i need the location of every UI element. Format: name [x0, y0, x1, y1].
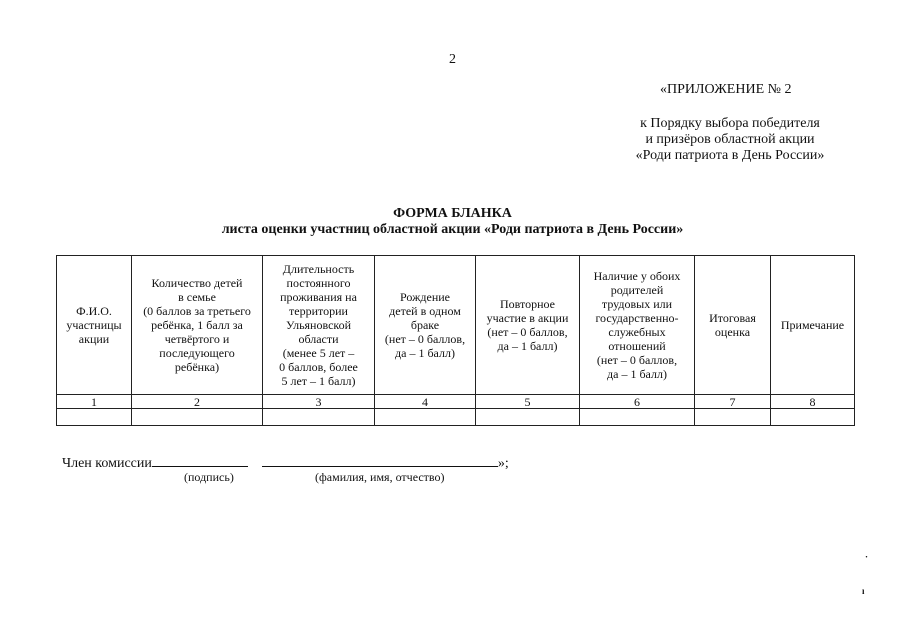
appendix-reference — [600, 116, 860, 164]
header-cell-full-name: Ф.И.О. участницы акции — [57, 256, 132, 395]
header-cell-total-score: Итоговая оценка — [695, 256, 771, 395]
empty-cell — [580, 409, 695, 426]
scan-mark: · — [865, 552, 869, 562]
column-number: 8 — [771, 395, 855, 409]
column-number: 4 — [375, 395, 476, 409]
table-header-row — [57, 256, 855, 395]
header-cell-employment: Наличие у обоих родителей трудовых или государственно- служебных отношений (нет – 0 баллов, да – 1 балл) — [580, 256, 695, 395]
column-number: 3 — [263, 395, 375, 409]
appendix-ref-line-1: к Порядку выбора победителя — [640, 116, 820, 131]
header-cell-residence-duration: Длительность постоянного проживания на территории Ульяновской области (менее 5 лет – 0 баллов, более 5 лет – 1 балл) — [263, 256, 375, 395]
form-title: ФОРМА БЛАНКА — [393, 206, 512, 221]
empty-cell — [263, 409, 375, 426]
signature-line-end: »; — [497, 456, 509, 471]
column-number: 1 — [57, 395, 132, 409]
empty-cell — [476, 409, 580, 426]
empty-cell — [771, 409, 855, 426]
column-number-row — [57, 395, 855, 409]
empty-cell — [695, 409, 771, 426]
evaluation-table — [56, 255, 855, 426]
empty-cell — [57, 409, 132, 426]
column-number: 5 — [476, 395, 580, 409]
signature-blank — [152, 454, 248, 467]
appendix-ref-line-2: и призёров областной акции — [645, 132, 815, 147]
header-cell-repeat-participation: Повторное участие в акции (нет – 0 баллов, да – 1 балл) — [476, 256, 580, 395]
appendix-title: «ПРИЛОЖЕНИЕ № 2 — [660, 82, 792, 97]
form-subtitle: листа оценки участниц областной акции «Роди патриота в День России» — [221, 222, 684, 237]
page-number: 2 — [449, 52, 456, 67]
empty-cell — [132, 409, 263, 426]
header-cell-one-marriage: Рождение детей в одном браке (нет – 0 баллов, да – 1 балл) — [375, 256, 476, 395]
commission-member-label: Член комиссии — [62, 456, 152, 471]
signature-hint: (подпись) — [184, 470, 234, 484]
empty-data-row — [57, 409, 855, 426]
empty-cell — [375, 409, 476, 426]
appendix-ref-line-3: «Роди патриота в День России» — [635, 148, 825, 163]
header-cell-children-count: Количество детей в семье (0 баллов за третьего ребёнка, 1 балл за четвёртого и последующего ребёнка) — [132, 256, 263, 395]
full-name-hint: (фамилия, имя, отчество) — [315, 470, 445, 484]
column-number: 7 — [695, 395, 771, 409]
scan-mark: ı — [862, 586, 865, 596]
column-number: 6 — [580, 395, 695, 409]
full-name-blank — [262, 454, 498, 467]
header-cell-note: Примечание — [771, 256, 855, 395]
column-number: 2 — [132, 395, 263, 409]
